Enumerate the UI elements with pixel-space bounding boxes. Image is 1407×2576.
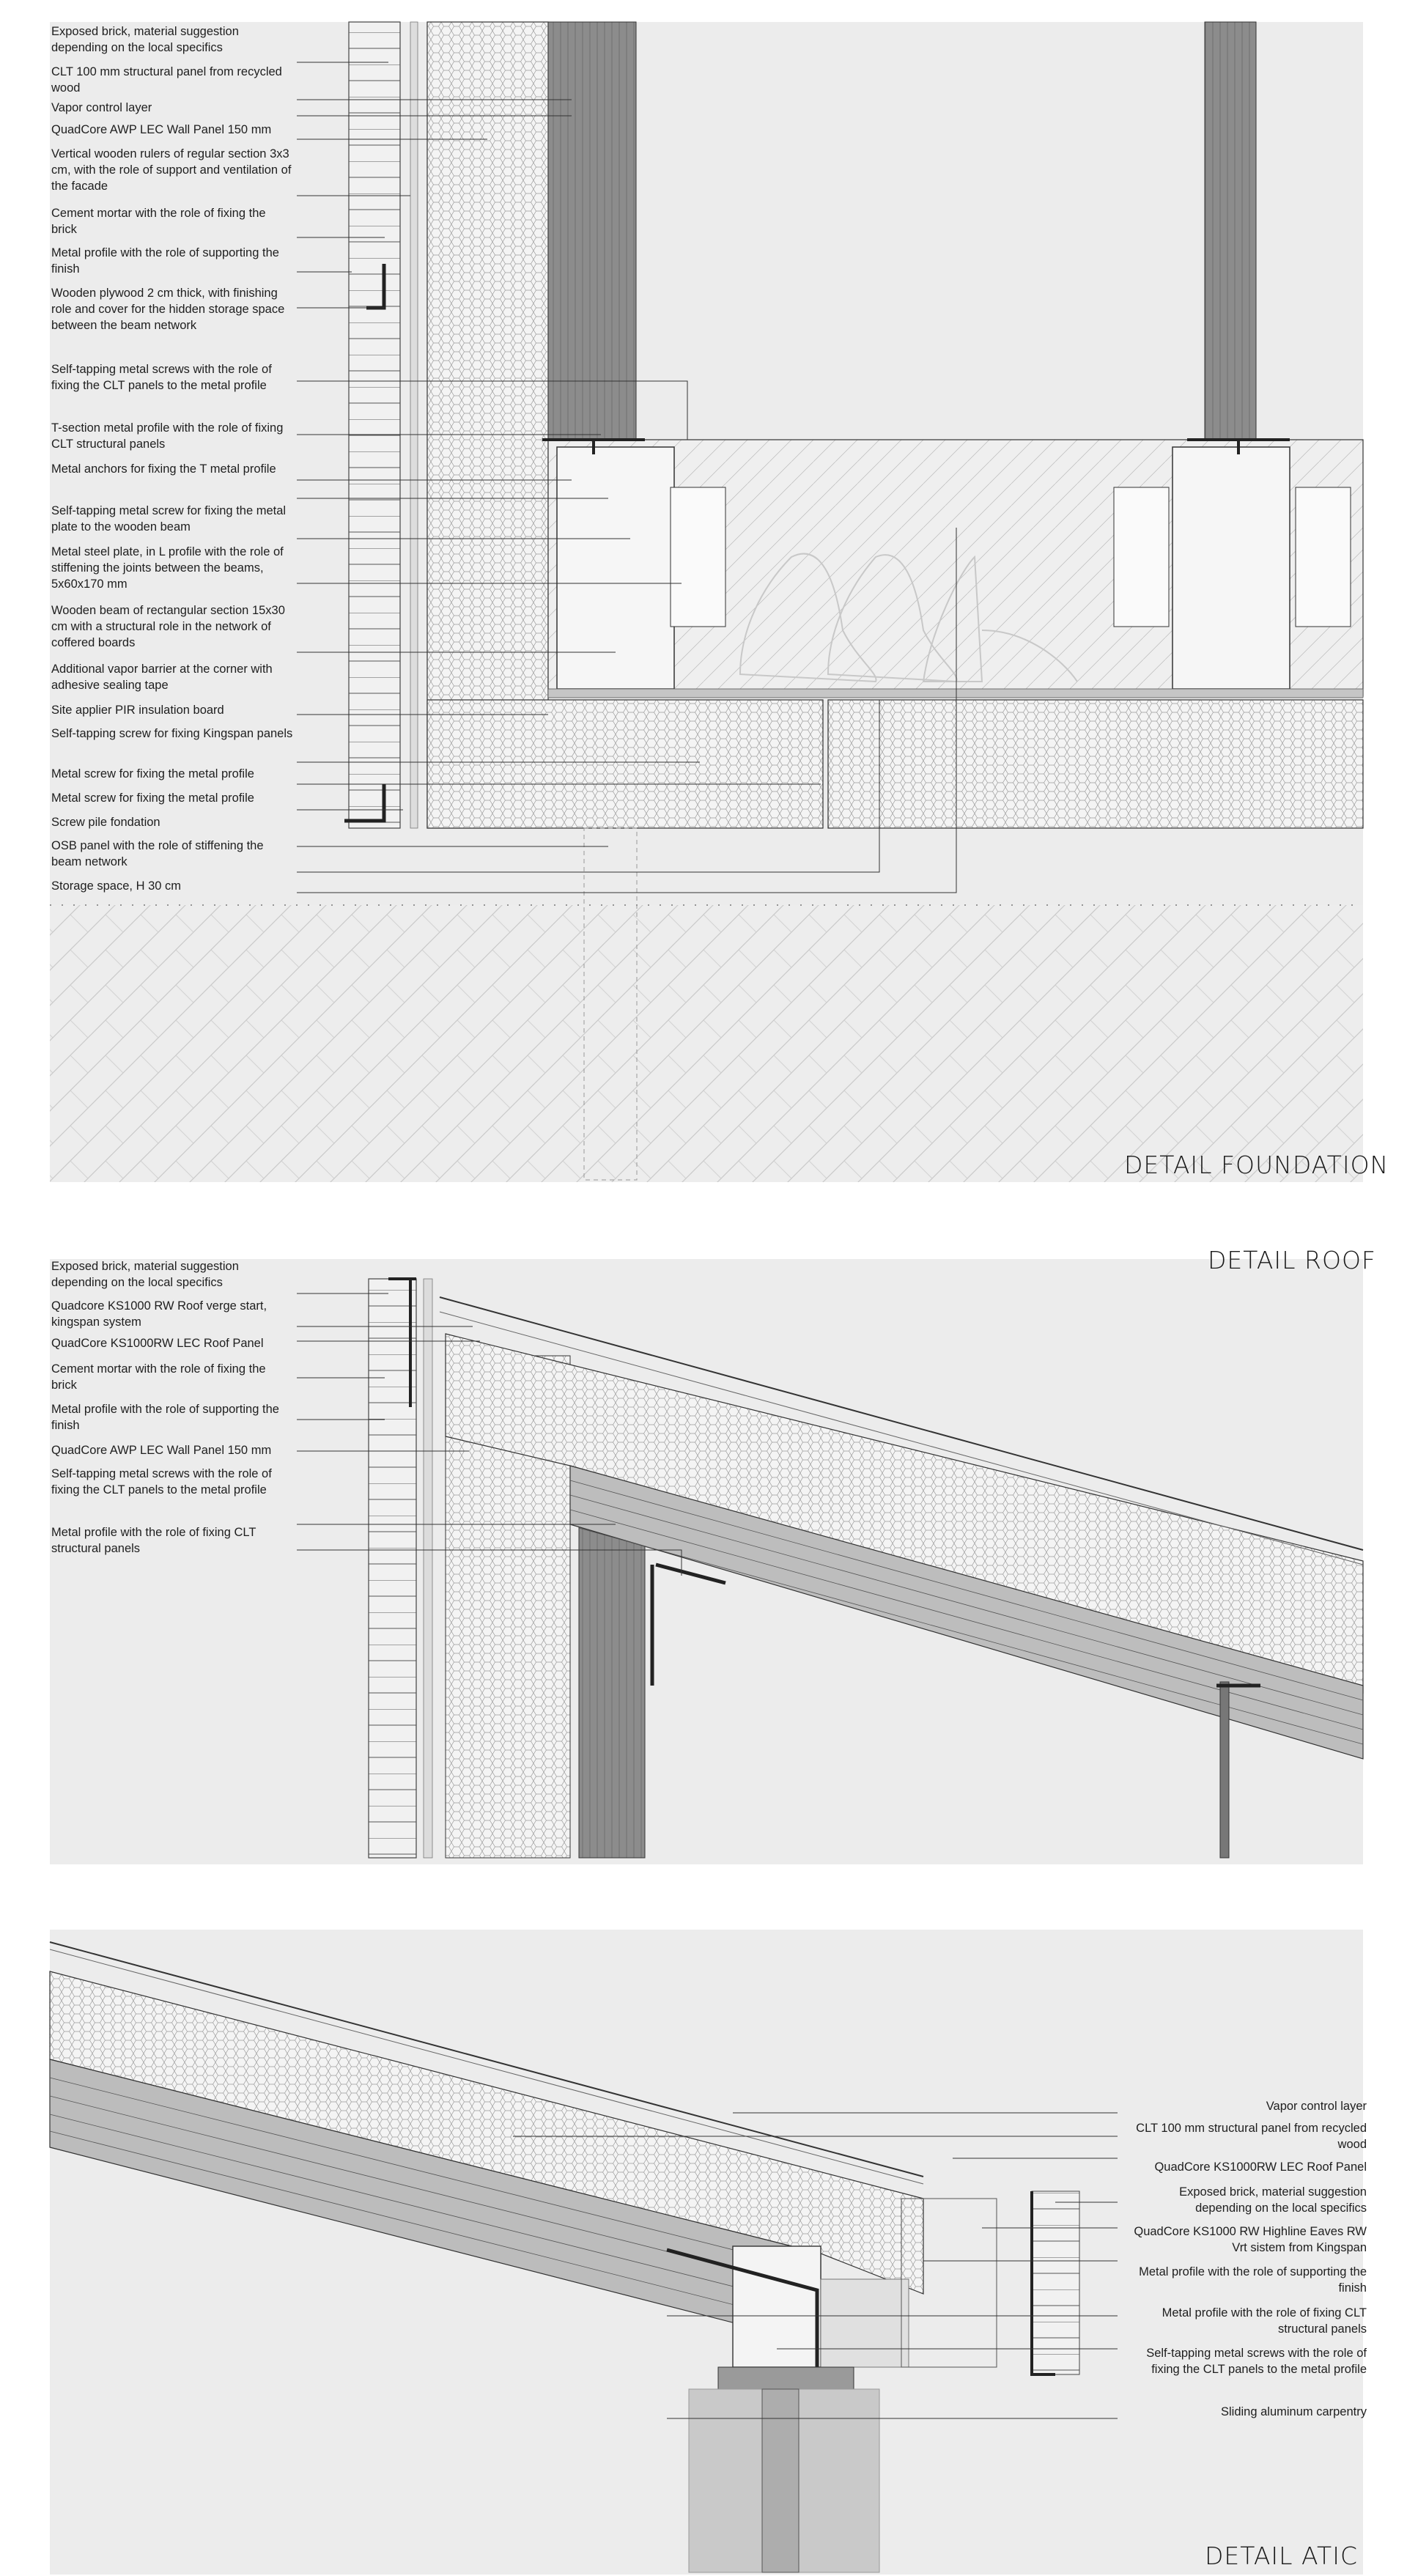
foundation-label-screw-plate: Self-tapping metal screw for fixing the metal plate to the wooden beam (51, 504, 287, 534)
roof-drawing (297, 1279, 1363, 1858)
roof-title: DETAIL ROOF (1208, 1246, 1376, 1274)
foundation-label-kingspan-screw: Self-tapping screw for fixing Kingspan panels (51, 727, 293, 740)
roof-label-metal-profile-clt: Metal profile with the role of fixing CLT structural panels (51, 1526, 256, 1555)
atic-label-highline-eaves: QuadCore KS1000 RW Highline Eaves RW Vrt sistem from Kingspan (1134, 2225, 1367, 2254)
roof-label-verge-start: Quadcore KS1000 RW Roof verge start, kingspan system (51, 1299, 267, 1329)
roof-label-metal-profile-finish: Metal profile with the role of supporting the finish (51, 1403, 279, 1432)
foundation-label-metal-anchors: Metal anchors for fixing the T metal profile (51, 462, 276, 476)
foundation-label-t-profile: T-section metal profile with the role of fixing CLT structural panels (51, 421, 284, 451)
foundation-label-vapor-control: Vapor control layer (51, 101, 152, 114)
foundation-label-clt-panel: CLT 100 mm structural panel from recycled wood (51, 65, 282, 95)
foundation-label-pir-board: Site applier PIR insulation board (51, 704, 224, 717)
foundation-label-cement-mortar: Cement mortar with the role of fixing the brick (51, 207, 266, 236)
foundation-label-wooden-rulers: Vertical wooden rulers of regular section 3x3 cm, with the role of support and ventilation of the facade (51, 147, 292, 193)
foundation-title: DETAIL FOUNDATION (1124, 1151, 1389, 1179)
atic-label-metal-profile-finish: Metal profile with the role of supporting the finish (1139, 2265, 1367, 2295)
roof-label-cement-mortar: Cement mortar with the role of fixing the brick (51, 1362, 266, 1392)
atic-drawing (50, 1942, 1118, 2572)
foundation-label-screw-pile: Screw pile fondation (51, 816, 160, 829)
roof-label-wall-panel: QuadCore AWP LEC Wall Panel 150 mm (51, 1444, 272, 1457)
foundation-label-exposed-brick: Exposed brick, material suggestion depending on the local specifics (51, 25, 239, 54)
atic-label-vapor-control: Vapor control layer (1266, 2100, 1367, 2113)
foundation-label-wooden-beam: Wooden beam of rectangular section 15x30 cm with a structural role in the network of coffered boards (51, 604, 285, 649)
foundation-label-vapor-barrier: Additional vapor barrier at the corner with adhesive sealing tape (51, 663, 273, 692)
foundation-label-self-tapping-clt: Self-tapping metal screws with the role of fixing the CLT panels to the metal profile (51, 363, 272, 392)
foundation-label-osb-panel: OSB panel with the role of stiffening the beam network (51, 839, 264, 868)
roof-label-roof-panel: QuadCore KS1000RW LEC Roof Panel (51, 1337, 264, 1350)
foundation-label-storage-space: Storage space, H 30 cm (51, 879, 182, 893)
foundation-label-plywood: Wooden plywood 2 cm thick, with finishing role and cover for the hidden storage space between the beam network (51, 287, 285, 332)
atic-label-exposed-brick: Exposed brick, material suggestion depending on the local specifics (1179, 2185, 1367, 2215)
atic-label-clt-panel: CLT 100 mm structural panel from recycled wood (1136, 2122, 1367, 2151)
atic-label-metal-profile-clt: Metal profile with the role of fixing CLT structural panels (1162, 2306, 1367, 2336)
foundation-label-metal-screw-1: Metal screw for fixing the metal profile (51, 767, 254, 780)
atic-label-self-tapping-screws: Self-tapping metal screws with the role of fixing the CLT panels to the metal profile (1146, 2347, 1367, 2376)
roof-label-exposed-brick: Exposed brick, material suggestion depending on the local specifics (51, 1260, 239, 1289)
foundation-label-wall-panel: QuadCore AWP LEC Wall Panel 150 mm (51, 123, 272, 136)
roof-label-self-tapping-screws: Self-tapping metal screws with the role of fixing the CLT panels to the metal profile (51, 1467, 272, 1496)
atic-label-roof-panel: QuadCore KS1000RW LEC Roof Panel (1154, 2160, 1367, 2174)
atic-title: DETAIL ATIC (1205, 2542, 1358, 2570)
foundation-label-steel-plate: Metal steel plate, in L profile with the role of stiffening the joints between the beams, 5x60x170 mm (51, 545, 284, 591)
atic-label-sliding-carpentry: Sliding aluminum carpentry (1220, 2405, 1367, 2418)
foundation-label-metal-profile-finish: Metal profile with the role of supporting the finish (51, 246, 279, 276)
foundation-label-metal-screw-2: Metal screw for fixing the metal profile (51, 791, 254, 805)
